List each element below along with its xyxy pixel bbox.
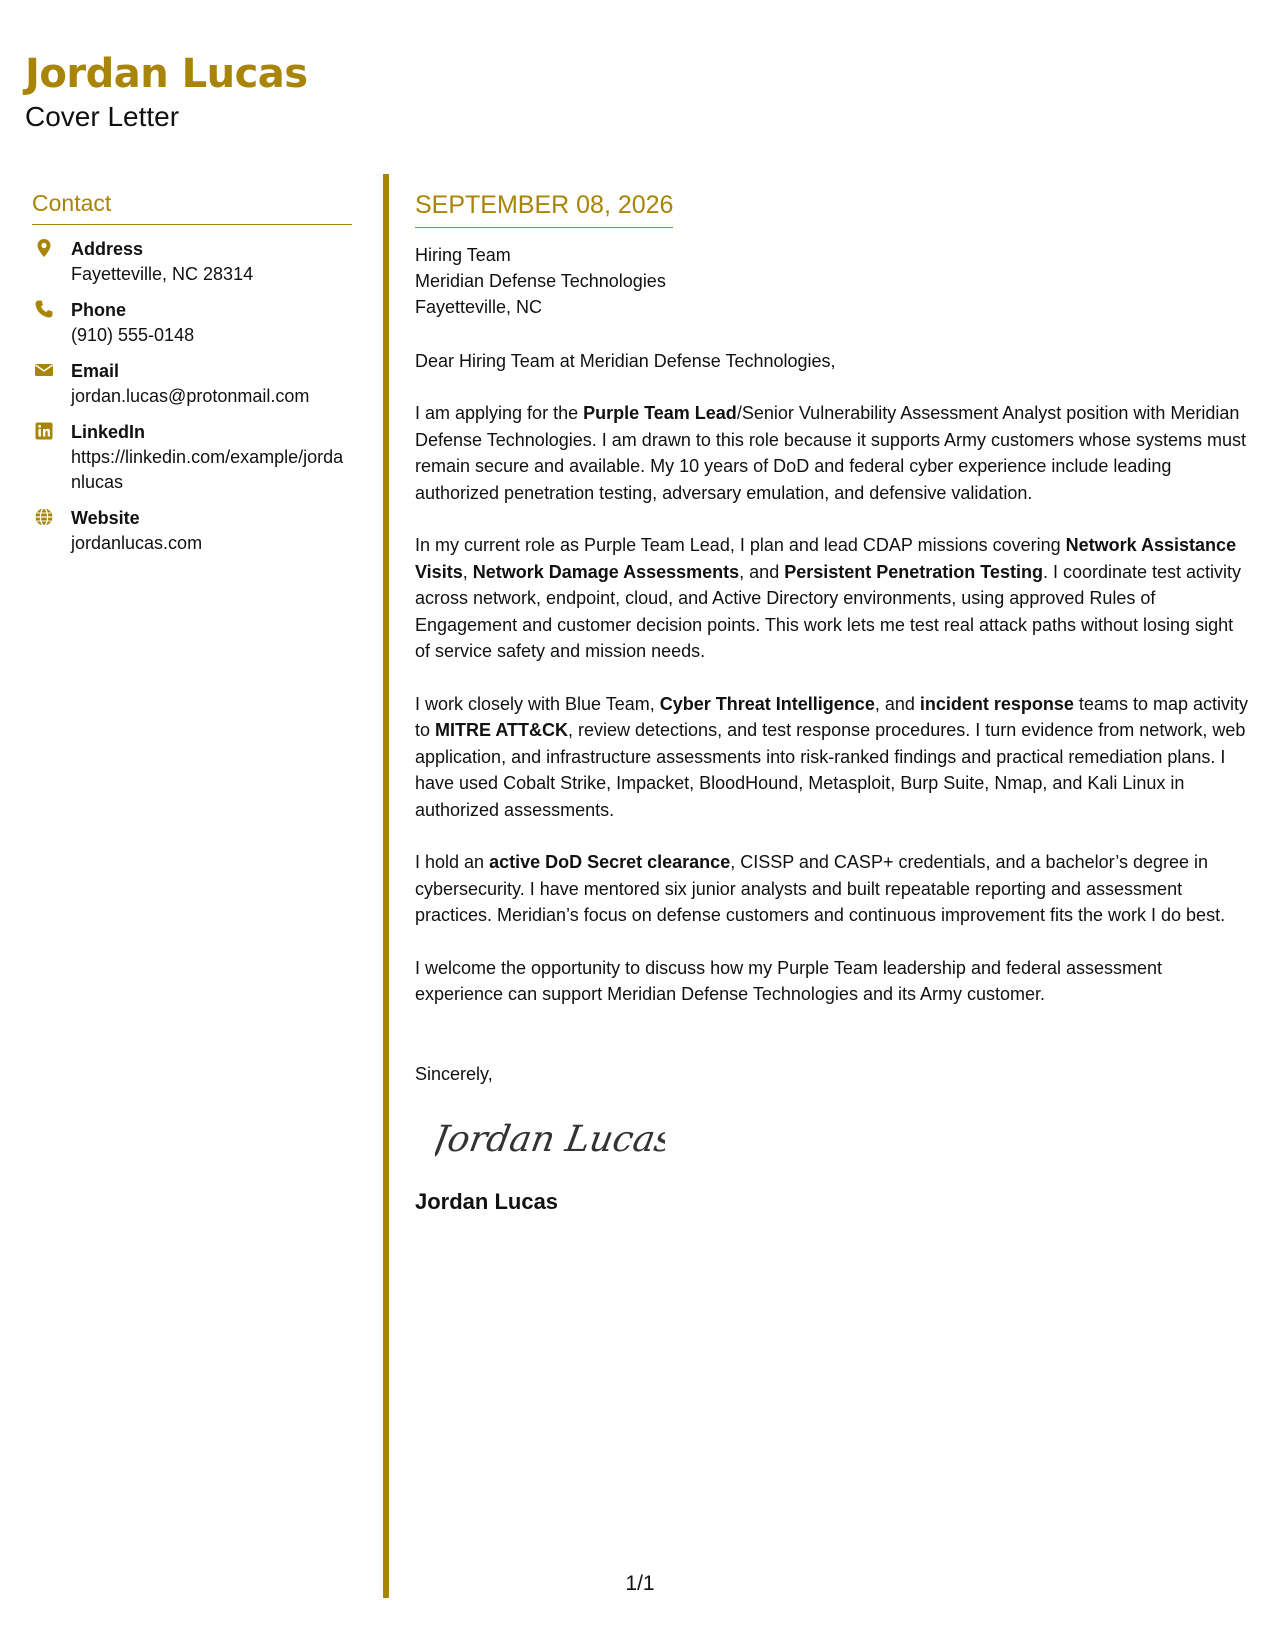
envelope-icon (34, 360, 54, 380)
phone-icon (34, 299, 54, 319)
contact-label-phone: Phone (71, 300, 127, 320)
salutation: Dear Hiring Team at Meridian Defense Technologies, (415, 351, 836, 371)
recipient-block (415, 242, 1250, 320)
bold-phrase: Network Damage Assessments (472, 561, 740, 582)
contact-item-email (32, 359, 352, 409)
contact-item-phone (32, 298, 352, 348)
text-run: I welcome the opportunity to discuss how my Purple Team leadership and federal assessment experience can support Meridian Defense Technologies and its Army customer. (415, 957, 1163, 1004)
bold-phrase: Network Assistance Visits (415, 535, 1237, 582)
text-run: , and (739, 561, 785, 582)
contact-item-address (32, 237, 352, 287)
contact-value-address: Fayetteville, NC 28314 (71, 264, 254, 284)
signer-name: Jordan Lucas (415, 1188, 559, 1214)
bold-phrase: Cyber Threat Intelligence (659, 693, 875, 714)
bold-phrase: MITRE ATT&CK (435, 720, 568, 740)
letter-paragraphs (415, 400, 1250, 1008)
contact-value-linkedin: https://linkedin.com/example/jordanlucas (71, 447, 344, 492)
signature (435, 1109, 1250, 1174)
text-run: , review detections, and test response procedures. I turn evidence from network, web application, and infrastructure assessments into risk-ranked findings and practical remediation plans. I have used Cobalt Strike, Impacket, BloodHound, Metasploit, Burp Suite, Nmap, and Kali Linux in authorized assessments. (415, 720, 1246, 820)
closing: Sincerely, (415, 1063, 493, 1084)
text-run: I work closely with Blue Team, (415, 693, 660, 714)
letter-paragraph (415, 955, 1250, 1008)
contact-item-linkedin (32, 420, 352, 495)
header (25, 50, 308, 134)
recipient-line: Fayetteville, NC (415, 297, 543, 317)
contact-label-website: Website (71, 508, 140, 528)
letter-body (415, 189, 1250, 1216)
text-run: I am applying for the (415, 403, 584, 423)
linkedin-icon (34, 421, 54, 441)
text-run: I hold an (415, 852, 490, 872)
column-divider (383, 174, 389, 1598)
contact-sidebar (32, 188, 352, 567)
globe-icon (34, 507, 54, 527)
text-run: In my current role as Purple Team Lead, I plan and lead CDAP missions covering (415, 535, 1066, 555)
text-run: , (462, 561, 473, 582)
letter-paragraph (415, 400, 1250, 506)
contact-heading: Contact (32, 188, 352, 225)
contact-label-email: Email (71, 361, 120, 381)
page-number: 1/1 (625, 1572, 655, 1595)
letter-paragraph (415, 532, 1250, 665)
document-subtitle: Cover Letter (25, 101, 180, 132)
text-run: , and (874, 693, 920, 714)
letter-paragraph (415, 849, 1250, 929)
text-run: , CISSP and CASP+ credentials, and a bachelor’s degree in cybersecurity. I have mentored six junior analysts and built repeatable reporting and assessment practices. Meridian’s focus on defense customers and continuous improvement fits the work I do best. (415, 852, 1226, 925)
contact-label-linkedin: LinkedIn (71, 422, 146, 442)
text-run: /Senior Vulnerability Assessment Analyst position with Meridian Defense Technologies. I am drawn to this role because it supports Army customers whose systems must remain secure and available. My 10 years of DoD and federal cyber experience include leading authorized penetration testing, adversary emulation, and defensive validation. (415, 403, 1247, 503)
bold-phrase: Persistent Penetration Testing (784, 561, 1043, 582)
contact-value-website: jordanlucas.com (71, 533, 203, 553)
contact-item-website (32, 506, 352, 556)
text-run: teams to map activity to (415, 693, 1248, 740)
bold-phrase: active DoD Secret clearance (489, 852, 731, 872)
bold-phrase: Purple Team Lead (583, 403, 737, 423)
recipient-line: Hiring Team (415, 245, 511, 265)
signature-text: Jordan Lucas (435, 1116, 665, 1160)
applicant-name: Jordan Lucas (25, 51, 308, 97)
bold-phrase: incident response (919, 693, 1074, 714)
recipient-line: Meridian Defense Technologies (415, 271, 666, 291)
letter-date: SEPTEMBER 08, 2026 (415, 189, 673, 228)
contact-value-phone: (910) 555-0148 (71, 325, 195, 345)
text-run: . I coordinate test activity across network, endpoint, cloud, and Active Directory environments, using approved Rules of Engagement and customer decision points. This work lets me test real attack paths without losing sight of service safety and mission needs. (415, 561, 1242, 661)
letter-paragraph (415, 691, 1250, 824)
contact-label-address: Address (71, 239, 144, 259)
contact-value-email: jordan.lucas@protonmail.com (71, 386, 310, 406)
map-pin-icon (34, 238, 54, 258)
